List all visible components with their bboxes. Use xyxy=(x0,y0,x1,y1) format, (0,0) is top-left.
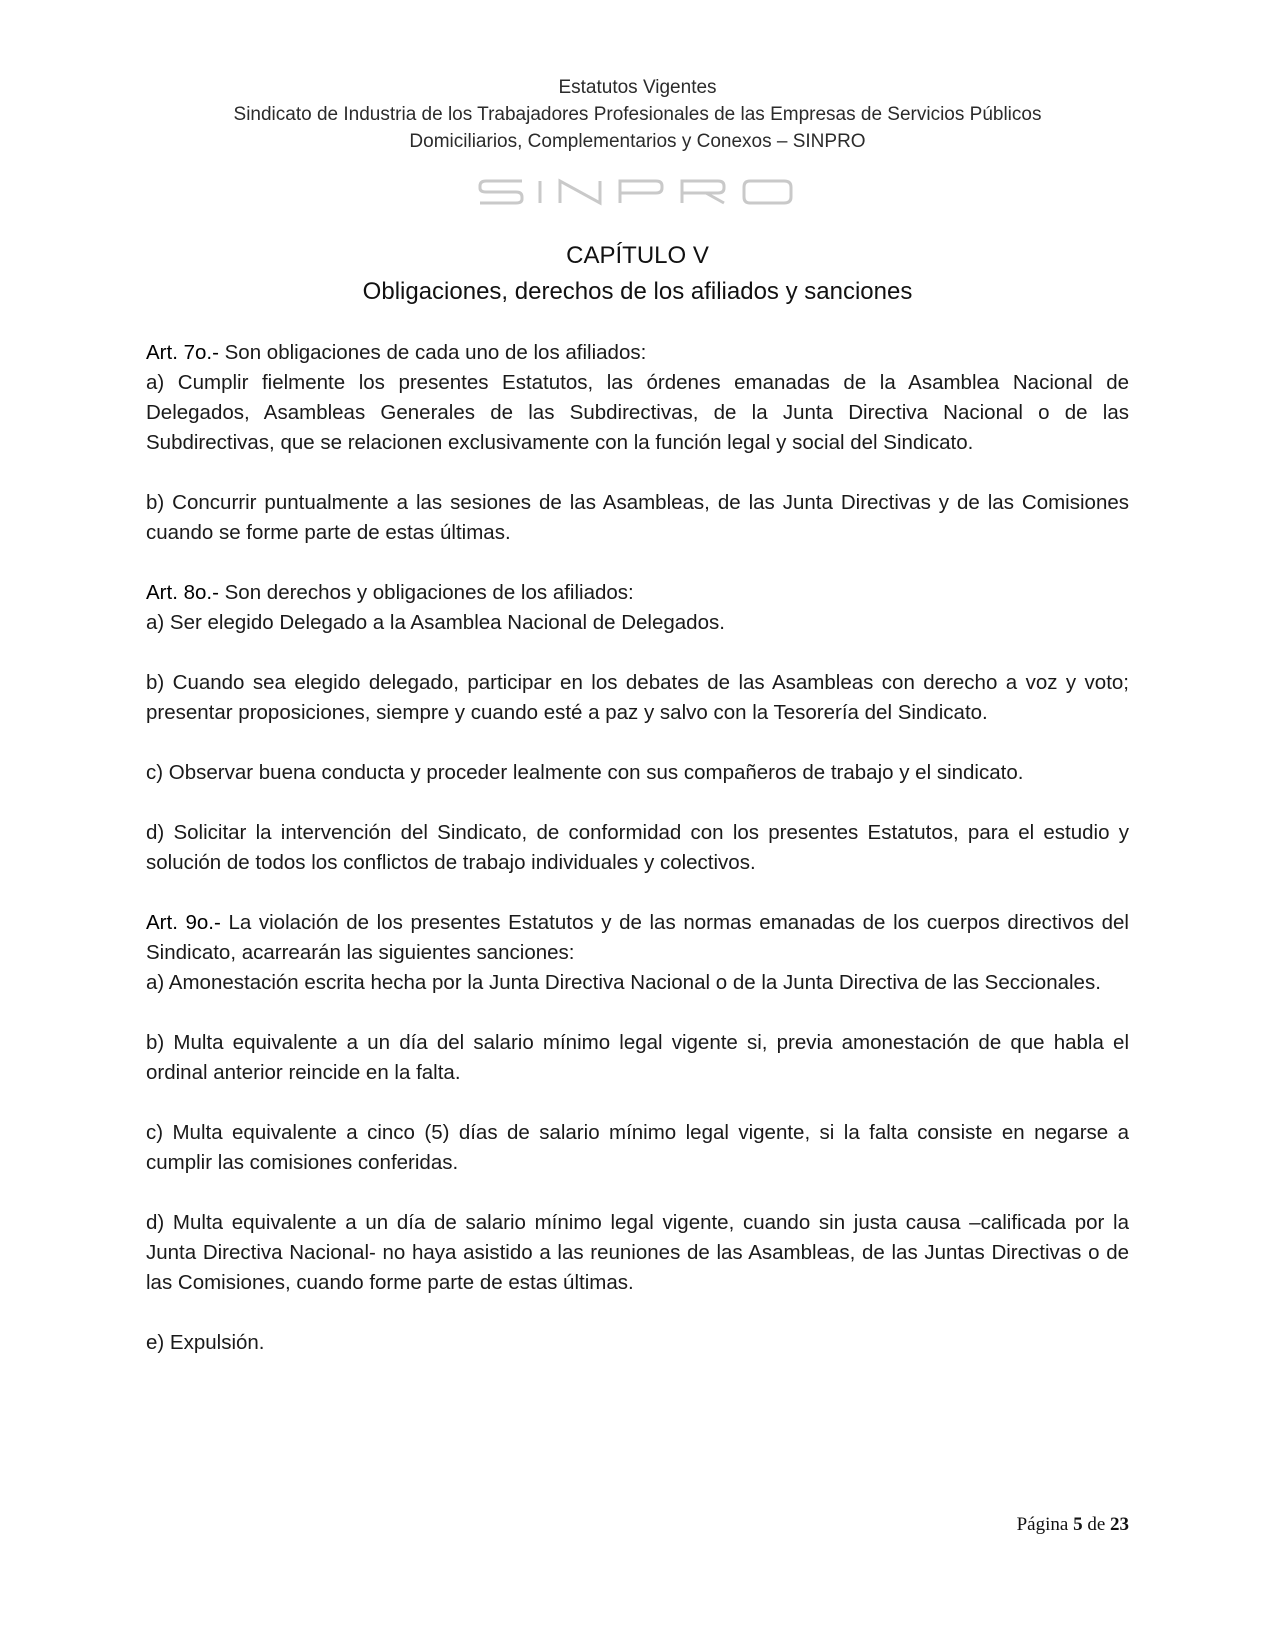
chapter-title: Obligaciones, derechos de los afiliados y sanciones xyxy=(362,278,913,305)
document-body xyxy=(146,338,1129,1358)
header-title: Estatutos Vigentes xyxy=(558,77,717,98)
article-8-intro-text: Son derechos y obligaciones de los afiliados: xyxy=(218,581,634,604)
article-7-item-a: a) Cumplir fielmente los presentes Estatutos, las órdenes emanadas de la Asamblea Nacional de Delegados, Asambleas Generales de las Subdirectivas, de la Junta Directiva Nacional o de las Subdirectivas, que se relacionen exclusivamente con la función legal y social del Sindicato. xyxy=(146,371,1129,454)
article-7-item-b: b) Concurrir puntualmente a las sesiones de las Asambleas, de las Junta Directivas y de las Comisiones cuando se forme parte de estas últimas. xyxy=(146,491,1129,544)
article-8-item-c: c) Observar buena conducta y proceder lealmente con sus compañeros de trabajo y el sindicato. xyxy=(146,761,1024,784)
chapter-number: CAPÍTULO V xyxy=(566,242,709,269)
document-header xyxy=(0,74,1275,155)
article-8-intro xyxy=(146,578,1129,608)
article-7-intro-text: Son obligaciones de cada uno de los afiliados: xyxy=(218,341,647,364)
page-footer xyxy=(1017,1514,1129,1536)
article-8-item-b: b) Cuando sea elegido delegado, participar en los debates de las Asambleas con derecho a voz y voto; presentar proposiciones, siempre y cuando esté a paz y salvo con la Tesorería del Sindicato. xyxy=(146,671,1129,724)
article-7-label: Art. 7o.- xyxy=(146,341,219,364)
article-9-intro-text: La violación de los presentes Estatutos y de las normas emanadas de los cuerpos directivos del Sindicato, acarrearán las siguientes sanciones: xyxy=(146,911,1129,964)
page-number: 5 xyxy=(1073,1514,1083,1535)
chapter-heading xyxy=(0,238,1275,310)
article-9-label: Art. 9o.- xyxy=(146,911,221,934)
article-9-item-b: b) Multa equivalente a un día del salario mínimo legal vigente si, previa amonestación de que habla el ordinal anterior reincide en la falta. xyxy=(146,1031,1129,1084)
of-word: de xyxy=(1087,1514,1106,1535)
article-7-intro xyxy=(146,338,1129,368)
sinpro-logo xyxy=(478,178,794,206)
page-word: Página xyxy=(1016,1514,1069,1535)
article-9-item-c: c) Multa equivalente a cinco (5) días de salario mínimo legal vigente, si la falta consiste en negarse a cumplir las comisiones conferidas. xyxy=(146,1121,1129,1174)
article-9-item-e: e) Expulsión. xyxy=(146,1331,265,1354)
total-pages: 23 xyxy=(1110,1514,1129,1535)
article-8-item-a: a) Ser elegido Delegado a la Asamblea Nacional de Delegados. xyxy=(146,611,725,634)
article-8-item-d: d) Solicitar la intervención del Sindicato, de conformidad con los presentes Estatutos, para el estudio y solución de todos los conflictos de trabajo individuales y colectivos. xyxy=(146,821,1129,874)
header-organization: Sindicato de Industria de los Trabajadores Profesionales de las Empresas de Servicios Públicos xyxy=(233,104,1042,125)
article-9-intro xyxy=(146,908,1129,968)
header-organization-cont: Domiciliarios, Complementarios y Conexos – SINPRO xyxy=(409,131,866,152)
article-9-item-d: d) Multa equivalente a un día de salario mínimo legal vigente, cuando sin justa causa –calificada por la Junta Directiva Nacional- no haya asistido a las reuniones de las Asambleas, de las Juntas Directivas o de las Comisiones, cuando forme parte de estas últimas. xyxy=(146,1211,1129,1294)
article-9-item-a: a) Amonestación escrita hecha por la Junta Directiva Nacional o de la Junta Directiva de las Seccionales. xyxy=(146,971,1101,994)
article-8-label: Art. 8o.- xyxy=(146,581,219,604)
